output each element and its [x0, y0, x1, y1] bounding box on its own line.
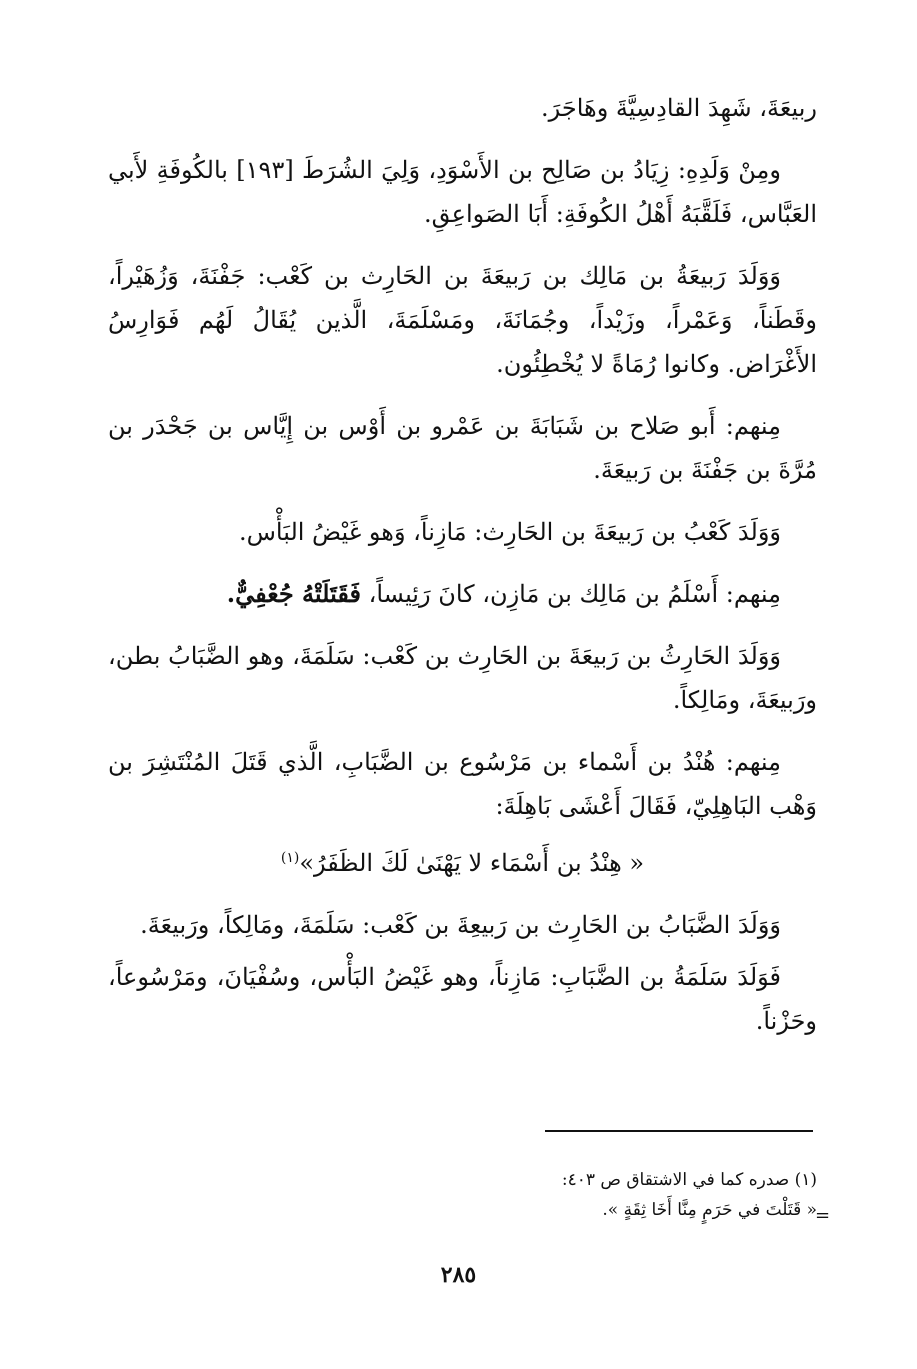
paragraph-7: وَوَلَدَ الحَارِثُ بن رَبيعَةَ بن الحَارِث بن كَعْب: سَلَمَةَ، وهو الضَّبَابُ بطن، ورَبيعَةَ، ومَالِكاً.: [108, 642, 817, 714]
paragraph-6: [108, 572, 817, 616]
paragraph-3: وَوَلَدَ رَبيعَةُ بن مَالِك بن رَبيعَةَ بن الحَارِث بن كَعْب: جَفْنَةَ، وَزُهَيْراً، وقَطَناً، وَعَمْراً، وزَيْداً، وجُمَانَةَ، ومَسْلَمَةَ، الَّذين يُقَالُ لَهُم فَوَارِسُ الأَغْرَاض. وكانوا رُمَاةً لا يُخْطِئُون.: [108, 262, 817, 378]
body-text: [108, 86, 817, 1061]
footnote-1-quote: « قَتَلْتَ في حَرَمٍ مِنَّا أَخَا ثِقَةٍ ».: [602, 1200, 817, 1220]
paragraph-5: وَوَلَدَ كَعْبُ بن رَبيعَةَ بن الحَارِث: مَازِناً، وَهو غَيْضُ البَأْس.: [238, 518, 781, 546]
footnote-ref: (١): [280, 850, 300, 866]
footnote-separator: [545, 1130, 813, 1132]
paragraph-6-bold: فَقَتَلَتْهُ جُعْفِيٌّ.: [226, 579, 361, 608]
paragraph-8: مِنهم: هُنْدُ بن أَسْماء بن مَرْسُوع بن الضَّبَابِ، الَّذي قَتَلَ المُنْتَشِرَ بن وَهْب البَاهِلِيّ، فَقَالَ أَعْشَى بَاهِلَةَ:: [108, 748, 817, 820]
paragraph-1: ربيعَةَ، شَهِدَ القادِسِيَّةَ وهَاجَرَ.: [541, 94, 817, 122]
continuation-mark: =: [815, 1205, 831, 1226]
page-number: ٢٨٥: [440, 1262, 477, 1288]
paragraph-2: ومِنْ وَلَدِهِ: زِيَادُ بن صَالِح بن الأَسْوَدِ، وَلِيَ الشُرَطَ [١٩٣] بالكُوفَةِ لأَبي العَبَّاس، فَلَقَّبَهُ أَهْلُ الكُوفَةِ: أَبَا الصَواعِقِ.: [108, 156, 817, 228]
footnote-1: (١) صدره كما في الاشتقاق ص ٤٠٣:: [561, 1170, 817, 1190]
paragraph-4: مِنهم: أَبو صَلاح بن شَبَابَةَ بن عَمْرو بن أَوْس بن إِيَّاس بن جَحْدَر بن مُرَّةَ بن جَفْنَةَ بن رَبيعَةَ.: [108, 412, 817, 484]
paragraph-9: وَوَلَدَ الضَّبَابُ بن الحَارِث بن رَبيعِةَ بن كَعْب: سَلَمَةَ، ومَالِكاً، ورَبيعَةَ.: [140, 911, 781, 939]
paragraph-6-text: مِنهم: أَسْلَمُ بن مَالِك بن مَازِن، كانَ رَئِيساً،: [368, 580, 781, 608]
paragraph-10: فَوَلَدَ سَلَمَةُ بن الضَّبَابِ: مَازِناً، وهو غَيْضُ البَأْس، وسُفْيَانَ، ومَرْسُوعاً، وحَزْناً.: [108, 963, 817, 1035]
verse-line: [108, 836, 817, 885]
verse-text: « هِنْدُ بن أَسْمَاء لا يَهْنَىٰ لَكَ الظَفَرُ»: [299, 849, 645, 877]
footnotes: [420, 1165, 817, 1225]
